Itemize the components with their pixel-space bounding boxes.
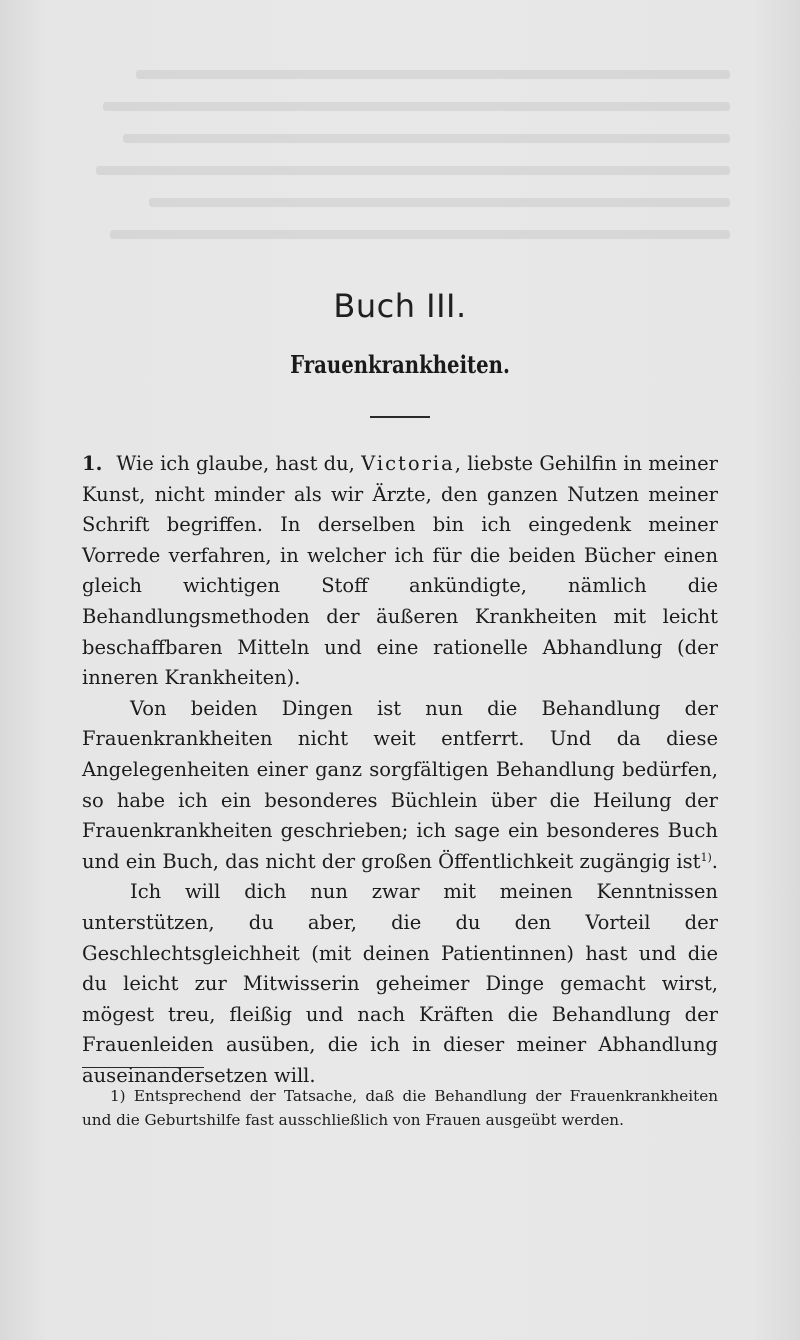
- paragraph-3: [82, 877, 718, 1091]
- footnote-reference: 1): [700, 850, 712, 864]
- footnote-text: Entsprechend der Tatsache, daß die Behandlung der Frauenkrankheiten und die Geburtshilfe fast ausschließlich von Frauen ausgeübt werden.: [82, 1087, 718, 1129]
- footnote-divider: [82, 1067, 204, 1068]
- footnote-text-block: [82, 1085, 718, 1133]
- paragraph-2-end: .: [711, 849, 718, 873]
- paragraph-2: [82, 694, 718, 878]
- book-title: Buch III.: [333, 287, 467, 325]
- paragraph-1-text-b: , liebste Gehilfin in meiner Kunst, nicht minder als wir Ärzte, den ganzen Nutzen meiner Schrift begriffen. In derselben bin ich eingedenk meiner Vorrede verfahren, in welcher ich für die beiden Bücher einen gleich wichtigen Stoff ankündigte, nämlich die Behandlungsmethoden der äußeren Krankheiten mit leicht beschaffbaren Mitteln und eine rationelle Abhandlung (der inneren Krankheiten).: [82, 452, 718, 690]
- paragraph-1: [82, 449, 718, 694]
- paragraph-1-text-a: Wie ich glaube, hast du,: [116, 452, 362, 475]
- addressee-name: Victoria: [361, 452, 455, 475]
- footnote-marker: 1): [110, 1087, 126, 1105]
- title-divider: [370, 416, 430, 418]
- main-text: [82, 449, 718, 1091]
- footnote: [82, 1085, 718, 1133]
- paragraph-2-text: Von beiden Dingen ist nun die Behandlung der Frauenkrankheiten nicht weit entferrt. Und da diese Angelegenheiten einer ganz sorgfältigen Behandlung bedürfen, so habe ich ein besonderes Büchlein über die Heilung der Frauenkrankheiten geschrieben; ich sage ein besonderes Buch und ein Buch, das nicht der großen Öffentlichkeit zugängig ist: [82, 696, 718, 873]
- paragraph-number: 1.: [82, 452, 103, 475]
- bleed-through-text: [70, 58, 730, 258]
- chapter-title: Frauenkrankheiten.: [290, 350, 510, 379]
- paragraph-3-text: Ich will dich nun zwar mit meinen Kenntnissen unterstützen, du aber, die du den Vorteil der Geschlechtsgleichheit (mit deinen Patientinnen) hast und die du leicht zur Mitwisserin geheimer Dinge gemacht wirst, mögest treu, fleißig und nach Kräften die Behandlung der Frauenleiden ausüben, die ich in dieser meiner Abhandlung auseinandersetzen will.: [82, 880, 718, 1087]
